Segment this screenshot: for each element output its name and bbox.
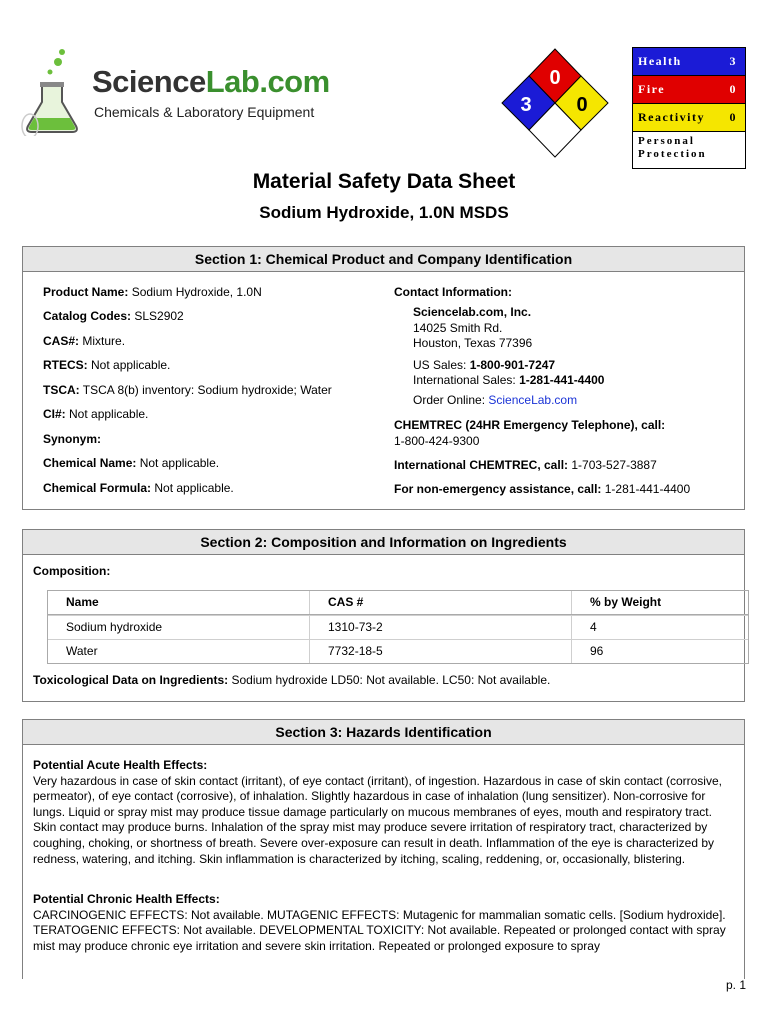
field-value: Not applicable. bbox=[136, 456, 220, 470]
non-emergency-label: For non-emergency assistance, call: bbox=[394, 482, 602, 496]
contact-label bbox=[394, 285, 512, 299]
nfpa-diamond bbox=[500, 47, 610, 162]
composition-label-text: Composition: bbox=[33, 564, 111, 578]
chronic-heading: Potential Chronic Health Effects: bbox=[33, 892, 220, 906]
logo-tagline: Chemicals & Laboratory Equipment bbox=[94, 104, 315, 120]
field-label: CI#: bbox=[43, 407, 66, 421]
chemical-formula-field bbox=[43, 481, 234, 495]
section-1 bbox=[22, 246, 745, 510]
field-label: TSCA: bbox=[43, 383, 80, 397]
column-header: Name bbox=[48, 591, 310, 614]
rating-fire-row bbox=[633, 76, 745, 104]
field-label: CAS#: bbox=[43, 334, 80, 348]
field-value: SLS2902 bbox=[131, 309, 184, 323]
sciencelab-link[interactable]: ScienceLab.com bbox=[488, 393, 578, 407]
table-cell: 1310-73-2 bbox=[310, 616, 572, 639]
chronic-health-effects bbox=[33, 892, 733, 954]
company-name-text: Sciencelab.com, Inc. bbox=[413, 305, 532, 319]
rating-health-row bbox=[633, 48, 745, 76]
logo-brand-text bbox=[92, 64, 330, 100]
chemtrec-phone: 1-800-424-9300 bbox=[394, 434, 480, 448]
chemtrec-label-text: CHEMTREC (24HR Emergency Telephone), call: bbox=[394, 418, 666, 432]
nfpa-reactivity-value: 0 bbox=[576, 94, 588, 116]
page-number: p. 1 bbox=[725, 978, 746, 992]
address-line2: Houston, Texas 77396 bbox=[413, 336, 533, 350]
field-value: Sodium Hydroxide, 1.0N bbox=[128, 285, 262, 299]
us-sales-phone: 1-800-901-7247 bbox=[469, 358, 556, 372]
field-label: Chemical Name: bbox=[43, 456, 137, 470]
table-row bbox=[48, 639, 748, 664]
field-value: Mixture. bbox=[79, 334, 126, 348]
rating-reactivity-row bbox=[633, 104, 745, 132]
acute-text: Very hazardous in case of skin contact (irritant), of eye contact (irritant), of ingestion. Hazardous in case of skin contact (corrosive, permeator), of eye contact (corrosive), of inhalation. Slightly hazardous in case of inhalation (lung sensitizer). Non-corrosive for lungs. Liquid or spray mist may produce tissue damage particularly on mucous membranes of eyes, mouth and respiratory tract. Skin contact may produce burns. Inhalation of the spray mist may produce severe irritation of respiratory tract, characterized by coughing, choking, or shortness of breath. Severe over-exposure can result in death. Inflammation of the eye is characterized by redness, watering, and itching. Skin inflammation is characterized by itching, scaling, reddening, or, occasionally, blistering. bbox=[33, 773, 722, 866]
acute-health-effects bbox=[33, 758, 733, 867]
table-cell: 4 bbox=[590, 620, 597, 634]
cas-field bbox=[43, 334, 125, 348]
intl-chemtrec bbox=[394, 458, 657, 472]
rating-health-label: Health bbox=[638, 54, 682, 68]
field-value: Not applicable. bbox=[87, 358, 171, 372]
rating-fire-value: 0 bbox=[729, 82, 737, 96]
table-cell: 96 bbox=[590, 644, 604, 658]
tox-value: Sodium hydroxide LD50: Not available. LC50: Not available. bbox=[228, 673, 551, 687]
column-header: % by Weight bbox=[590, 595, 662, 609]
non-emergency-phone: 1-281-441-4400 bbox=[601, 482, 691, 496]
us-sales-label: US Sales: bbox=[413, 358, 470, 372]
section-2 bbox=[22, 529, 745, 702]
acute-heading: Potential Acute Health Effects: bbox=[33, 758, 208, 772]
field-label: Product Name: bbox=[43, 285, 129, 299]
intl-sales-phone: 1-281-441-4400 bbox=[519, 373, 605, 387]
contact-label-text: Contact Information: bbox=[394, 285, 512, 299]
composition-label bbox=[33, 564, 110, 578]
us-sales bbox=[413, 358, 555, 372]
nfpa-fire-value: 0 bbox=[549, 67, 561, 89]
field-label: Catalog Codes: bbox=[43, 309, 132, 323]
table-row bbox=[48, 615, 748, 639]
field-value: Not applicable. bbox=[65, 407, 149, 421]
field-value: Not applicable. bbox=[151, 481, 234, 495]
section-2-heading: Section 2: Composition and Information on Ingredients bbox=[23, 530, 744, 555]
catalog-codes-field bbox=[43, 309, 184, 323]
flask-icon bbox=[20, 46, 90, 136]
logo-brand-dotcom: .com bbox=[259, 64, 330, 99]
chronic-text: CARCINOGENIC EFFECTS: Not available. MUTAGENIC EFFECTS: Mutagenic for mammalian somatic cells. [Sodium hydroxide]. TERATOGENIC EFFECTS: Not available. DEVELOPMENTAL TOXICITY: Not available. Repeated or prolonged contact with spray mist may produce chronic eye irritation and severe skin irritation. Repeated or prolonged exposure to spray bbox=[33, 907, 726, 953]
order-online-label: Order Online: bbox=[413, 393, 489, 407]
table-cell: Water bbox=[48, 640, 310, 663]
composition-table bbox=[47, 590, 749, 664]
chemical-name-field bbox=[43, 456, 219, 470]
table-cell: 7732-18-5 bbox=[310, 640, 572, 663]
order-online bbox=[413, 393, 577, 407]
rating-personal-protection-row bbox=[633, 132, 745, 168]
intl-sales bbox=[413, 373, 604, 387]
table-cell: Sodium hydroxide bbox=[48, 616, 310, 639]
document-subtitle: Sodium Hydroxide, 1.0N MSDS bbox=[259, 203, 509, 222]
logo-brand-science: Science bbox=[92, 64, 206, 99]
product-name-field bbox=[43, 285, 262, 299]
ci-field bbox=[43, 407, 148, 421]
section-1-heading: Section 1: Chemical Product and Company Identification bbox=[23, 247, 744, 272]
rating-pp-line1: Personal bbox=[638, 135, 695, 147]
field-label: Synonym: bbox=[43, 432, 102, 446]
address-line1: 14025 Smith Rd. bbox=[413, 321, 503, 335]
field-label: RTECS: bbox=[43, 358, 88, 372]
nfpa-health-value: 3 bbox=[520, 94, 532, 116]
toxicological-data bbox=[33, 673, 550, 687]
company-name bbox=[413, 305, 531, 319]
column-header: CAS # bbox=[310, 591, 572, 614]
rating-fire-label: Fire bbox=[638, 82, 666, 96]
document-title: Material Safety Data Sheet bbox=[252, 170, 516, 193]
rtecs-field bbox=[43, 358, 170, 372]
sciencelab-logo bbox=[20, 46, 330, 136]
chemtrec-label bbox=[394, 418, 665, 432]
field-value: TSCA 8(b) inventory: Sodium hydroxide; Water bbox=[79, 383, 332, 397]
intl-sales-label: International Sales: bbox=[413, 373, 520, 387]
tox-label: Toxicological Data on Ingredients: bbox=[33, 673, 229, 687]
intl-chemtrec-label: International CHEMTREC, call: bbox=[394, 458, 569, 472]
table-header-row bbox=[48, 590, 748, 615]
hazard-rating-table bbox=[632, 47, 746, 169]
rating-health-value: 3 bbox=[729, 54, 737, 68]
field-label: Chemical Formula: bbox=[43, 481, 152, 495]
tsca-field bbox=[43, 383, 332, 397]
rating-reactivity-value: 0 bbox=[729, 110, 737, 124]
synonym-field bbox=[43, 432, 101, 446]
section-3 bbox=[22, 719, 745, 979]
rating-pp-line2: Protection bbox=[638, 148, 707, 160]
logo-brand-lab: Lab bbox=[205, 64, 260, 99]
non-emergency bbox=[394, 482, 690, 496]
rating-reactivity-label: Reactivity bbox=[638, 110, 705, 124]
intl-chemtrec-phone: 1-703-527-3887 bbox=[568, 458, 657, 472]
section-3-heading: Section 3: Hazards Identification bbox=[23, 720, 744, 745]
